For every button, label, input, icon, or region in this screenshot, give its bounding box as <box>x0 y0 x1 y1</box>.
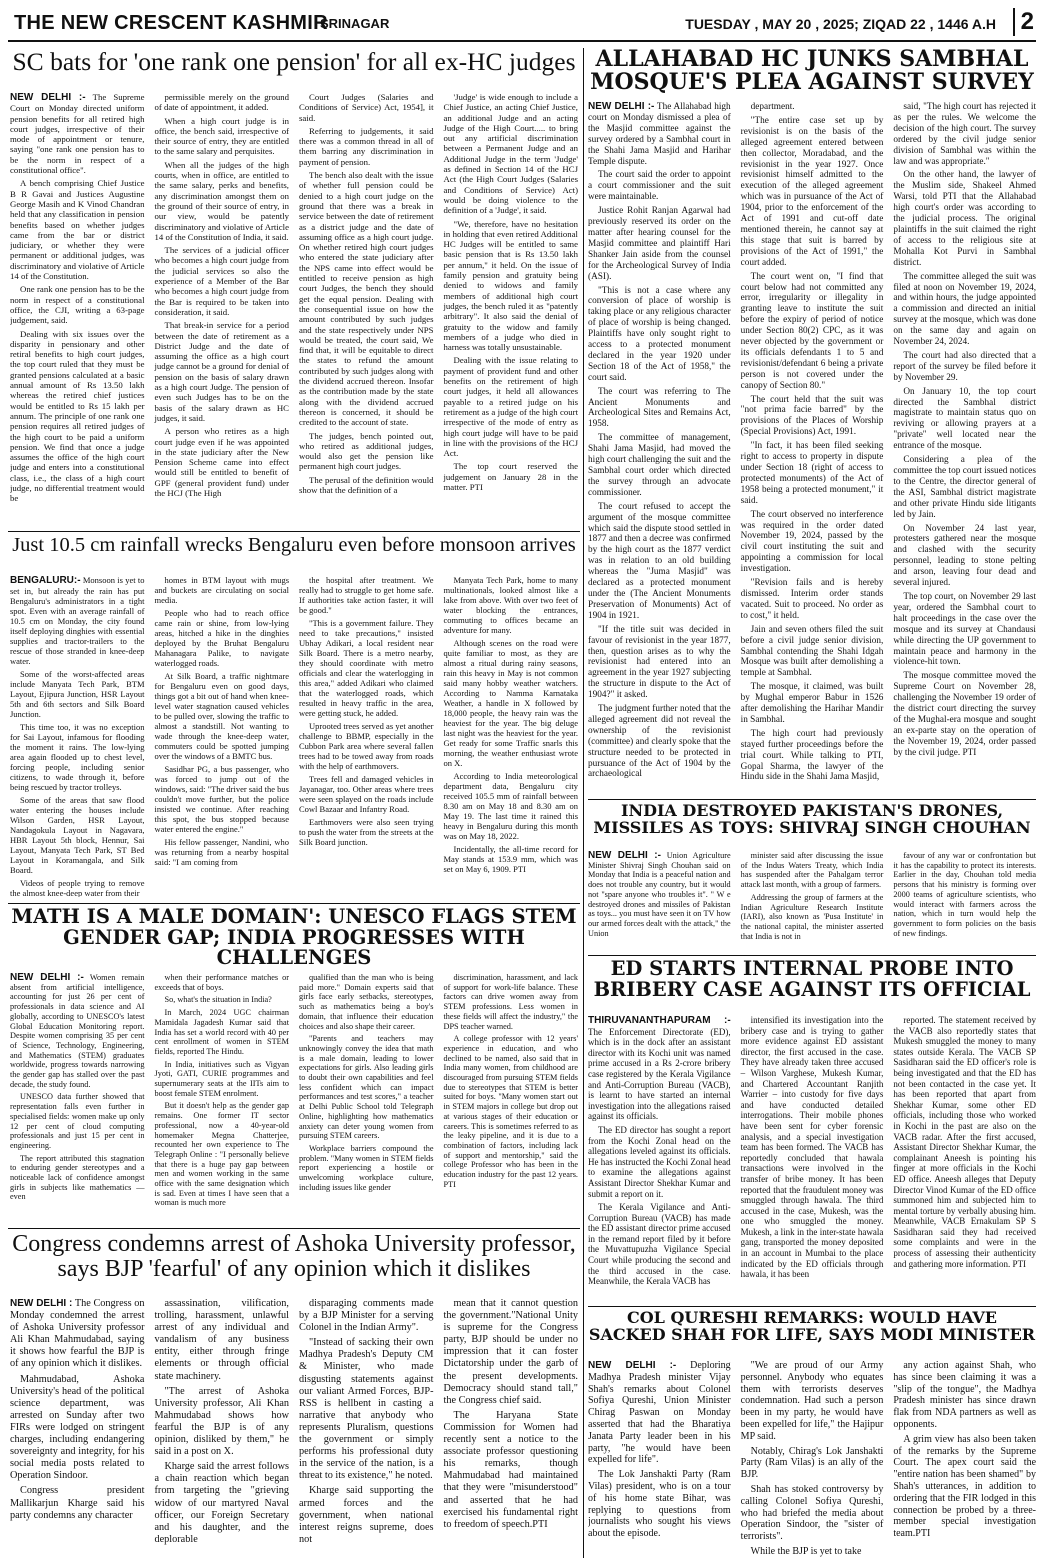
text-column <box>299 575 434 897</box>
body-paragraph: On January 10, the top court directed the Sambhal district magistrate to maintain status quo on reviving or allowing prayers at a "private" well located near the entrance of the mosque. <box>893 386 1036 452</box>
body-paragraph: homes in BTM layout with mugs and buckets are circulating on social media. <box>154 575 289 605</box>
section-divider <box>8 531 580 532</box>
headline: INDIA DESTROYED PAKISTAN'S DRONES, MISSILES AS TOYS: SHIVRAJ SINGH CHOUHAN <box>593 803 1031 837</box>
body-paragraph: "Revision fails and is hereby dismissed. Interim order stands vacated. Suit to proceed. No order as to cost," it held. <box>740 578 884 621</box>
text-column <box>155 973 290 1223</box>
body-paragraph: Manyata Tech Park, home to many multinationals, looked almost like a lake from above. With over two feet of water blocking the entrances, commuting to offices became an adventure for many. <box>443 575 578 635</box>
body-paragraph <box>10 1298 145 1371</box>
text-column <box>741 851 884 951</box>
body-paragraph: "If the title suit was decided in favour of revisionist in the year 1877, then, question arises as to why the revisionist had entered into an agreement in the year 1927 subjecting the structure in dispute to the Act of 1904?" it asked. <box>588 624 731 701</box>
body-paragraph: intensified its investigation into the bribery case and is trying to gather more evidence against ED assistant director, the first accused in the case. They have already taken three accused – Wilson Varghese, Mukesh Kumar, and Chartered Accountant Ranjith Warrier – into custody for five days and have conducted detailed interrogations. Their mobile phones have been sent for cyber forensic analysis, and a special investigation team has been formed. The VACB has reportedly concluded that hawala transactions were involved in the transfer of bribe money. It has been reported that the fraudulent money was smuggled through hawala. The third accused in the case, Mukesh, was the one who smuggled the money. Mukesh, a link in the inter-state hawala gang, transported the money deposited in an account in Mumbai to the place indicated by the ED officials through hawala, it has been <box>740 1015 884 1280</box>
body-paragraph: department. <box>750 102 795 112</box>
body-paragraph: when their performance matches or exceeds that of boys. <box>154 973 289 992</box>
headline: ED STARTS INTERNAL PROBE INTO BRIBERY CASE AGAINST ITS OFFICIAL <box>593 959 1031 1001</box>
body-paragraph: The court refused to accept the argument of the mosque committee which said the dispute stood settled in 1877 and then a decree was confirmed by the high court as the 1877 verdict was in relation to an old building whereas the "Juma Masjid" was declared as a protected monument under the (The Ancient Monuments Preservation of Monuments) Act of 1904 in 1921. <box>588 501 731 621</box>
text-column <box>444 1298 579 1556</box>
text-column <box>741 102 884 794</box>
text-column <box>588 1015 731 1301</box>
paragraph-text: The Enforcement Directorate (ED), which is in the dock after an assistant director with its Kochi unit was named prime accused in a Rs 2-crore bribery case registered by the Kerala Vigilance and Anti-Corruption Bureau (VACB), is learnt to have started an internal investigation into the allegations raised against its officials. <box>588 1026 731 1122</box>
article-columns <box>588 1360 1036 1558</box>
body-paragraph: Jain and seven others filed the suit before a civil judge senior division, Sambhal contending the Shahi Idgah Mosque was built after demolishing a temple at Sambhal. <box>740 624 884 679</box>
body-paragraph: 'Judge' is wide enough to include a Chief Justice, an acting Chief Justice, an additional Judge and an acting Judge of the High Court..... to bring out any artificial discrimination between a Permanent Judge and an Additional Judge in the term 'Judge' as defined in Section 14 of the HCJ Act (the High Court Judges (Salaries and Conditions of Service) Act) would be doing violence to the definition of a 'Judge', it said. <box>443 92 578 216</box>
body-paragraph: "The entire case set up by revisionist is on the basis of the alleged agreement entered between then collector, Moradabad, and the revisionist in the year 1927. Once revisionist himself admitted to the execution of the alleged agreement which was in pursuance of the Act of 1904, prior to the enforcement of the Act of 1991 and cut-off date mentioned therein, he cannot say at this stage that suit is barred by provisions of the Act of 1991," the court added. <box>740 115 884 268</box>
paragraph-text: The Congress on Monday condemned the arrest of Ashoka University professor Ali Khan Mahmudabad, saying it shows how fearful the BJP is of any opinion which it dislikes. <box>10 1298 145 1370</box>
headline: Just 10.5 cm rainfall wrecks Bengaluru even before monsoon arrives <box>12 535 576 556</box>
headline: COL QURESHI REMARKS: WOULD HAVE SACKED SHAH FOR LIFE, SAYS MODI MINISTER <box>588 1310 1036 1344</box>
body-paragraph: Congress president Mallikarjun Kharge said his party condemns any character <box>10 1485 145 1521</box>
body-paragraph: said, "The high court has rejected it as per the rules. We welcome the decision of the high court. The survey ordered by the civil judge senior division of Sambhal was within the law and was appropriate." <box>893 102 1036 167</box>
body-paragraph: permissible merely on the ground of date of appointment, it added. <box>154 92 289 113</box>
body-paragraph: The committee alleged the suit was filed at noon on November 19, 2024, and within hours, the judge appointed a commission and directed an initial survey at the mosque, which was done on the same day and again on November 24, 2024. <box>893 271 1036 348</box>
body-paragraph: The court observed no interference was required in the order dated November 19, 2024, passed by the civil court instituting the suit and appointing a commission for local investigation. <box>740 509 884 575</box>
article-columns <box>10 575 578 897</box>
paragraph-text: The Allahabad high court on Monday dismissed a plea of the Masjid committee against the survey ordered by a Sambhal court in the Shahi Jama Masjid and Harihar Temple dispute. <box>588 102 731 167</box>
article-columns <box>588 851 1036 951</box>
body-paragraph: Shah has stoked controversy by calling Colonel Sofiya Qureshi, who had briefed the media about Operation Sindoor, the "sister of terrorists". <box>740 1483 884 1543</box>
text-column <box>588 851 731 951</box>
body-paragraph: A college professor with 12 years' experience in education, and who declined to be named, also said that in India many women, from childhood are discouraged from pursuing STEM fields due to stereotypes that STEM is better suited for boys. "Many women start out in STEM majors in college but drop out at various stages of their education or careers. This is sometimes referred to as the leaky pipeline, and it is due to a combination of factors, including lack of support and mentorship," said the college Professor who has been in the education industry for the past 12 years. PTI <box>443 1034 578 1189</box>
body-paragraph: While the BJP is yet to take <box>750 1545 862 1557</box>
dateline: NEW DELHI :- <box>588 851 661 861</box>
dateline: NEW DELHI : <box>10 1298 73 1309</box>
body-paragraph: When all the judges of the high courts, when in office, are entitled to the same salary, perks and benefits, any discrimination amongst them on the ground of their source of entry, in our view, would be patently discriminatory and violative of Article 14 of the Constitution of India, it said. <box>154 159 289 242</box>
body-paragraph: "This is not a case where any conversion of place of worship is taking place or any religious character of place of worship is being changed. Plaintiffs have only sought right to access to a protected monument declared in the year 1920 under Section 18 of the Act of 1958," the court said. <box>588 285 731 383</box>
article-columns <box>10 1298 578 1556</box>
body-paragraph <box>10 92 145 175</box>
body-paragraph: The services of a judicial officer who becomes a high court judge from the judicial services so also the experience of a Member of the Bar who becomes a high court judge from the Bar is required to be taken into consideration, it said. <box>154 245 289 317</box>
text-column <box>444 92 579 526</box>
body-paragraph: Trees fell and damaged vehicles in Jayanagar, too. Other areas where trees were seen splayed on the roads include Cowl Bazaar and Infantry Road. <box>299 774 434 814</box>
body-paragraph <box>10 575 145 666</box>
edition-city: SRINAGAR <box>320 16 390 31</box>
body-paragraph: Workplace barriers compound the problem. "Many women in STEM fields report experiencing a hostile or unwelcoming workplace culture, including issues like gender <box>299 1143 434 1192</box>
newspaper-name: THE NEW CRESCENT KASHMIR <box>14 12 328 34</box>
body-paragraph: The perusal of the definition would show that the definition of a <box>299 474 434 495</box>
body-paragraph: "We, therefore, have no hesitation in holding that even retired Additional HC Judges will be entitled to same basic pension that is Rs 13.50 lakh per annum," it held. On the issue of family pension and gratuity being denied to widows and family members of additional high court judges, the bench ruled it as "patently arbitrary". It also said the denial of gratuity to the widow and family members of a judge who died in harness was totally unsustainable. <box>443 218 578 353</box>
body-paragraph: The top court, on November 29 last year, ordered the Sambhal court to halt proceedings in the case over the mosque and its survey at Chandausi while directing the UP government to maintain peace and harmony in the violence-hit town. <box>893 591 1036 668</box>
body-paragraph: So, what's the situation in India? <box>164 995 272 1005</box>
body-paragraph: minister said after discussing the issue of the Indus Waters Treaty, which India has suspended after the Pahalgam terror attack last month, with a group of farmers. <box>740 851 884 890</box>
body-paragraph: Notably, Chirag's Lok Janshakti Party (Ram Vilas) is an ally of the BJP. <box>740 1445 884 1481</box>
body-paragraph: People who had to reach office came rain or shine, from low-lying areas, hitched a hike in the dinghies deployed by the Bruhat Bengaluru Mahanagara Palike, to navigate waterlogged roads. <box>154 608 289 668</box>
text-column <box>444 973 579 1223</box>
body-paragraph: assassination, vilification, trolling, harassment, unlawful arrest of any individual and vandalism of any business entity, either through fringe elements or through official state machinery. <box>154 1298 289 1382</box>
body-paragraph: That break-in service for a period between the date of retirement as a District Judge and the date of assuming the office as a high court judge cannot be a ground for denial of pension on the basis of salary drawn as a high court Judge. The pension of even such Judges has to be on the basis of the salary drawn as HC judges, it said. <box>154 320 289 423</box>
body-paragraph: "In fact, it has been filed seeking right to access to property in dispute under Section 18 (right of access to protected monuments) of the Act of 1958 being a protected monument," it said. <box>740 441 884 506</box>
section-divider <box>588 955 1036 956</box>
body-paragraph: Dealing with six issues over the disparity in pensionary and other retiral benefits to high court judges, the top court ruled that they must be granted pensions calculated at a basic annual amount of Rs 13.50 lakh whereas the retired chief justices would be entitled to Rs 15 lakh per annum. The principle of one rank one pension requires all retired judges of the high court to be paid a uniform pension. We find that once a judge assumes the office of the high court judge and enters into a constitutional class, i.e., the class of a high court judge, no differential treatment would be <box>10 328 145 504</box>
text-column <box>741 1360 884 1558</box>
dateline: NEW DELHI :- <box>10 973 84 983</box>
issue-date: TUESDAY , MAY 20 , 2025; ZIQAD 22 , 1446 A.H <box>685 16 996 32</box>
paragraph-text: Deploring Madhya Pradesh minister Vijay Shah's remarks about Colonel Sofiya Qureshi, Union Minister Chirag Paswan on Monday asserted that had the Bharatiya Janata Party leader been in his party, "he would have been expelled for life". <box>588 1360 731 1466</box>
article-columns <box>10 92 578 526</box>
body-paragraph: Earthmovers were also seen trying to push the water from the streets at the Silk Board junction. <box>299 817 434 847</box>
headline: Congress condemns arrest of Ashoka University professor, says BJP 'fearful' of any opinion which it dislikes <box>12 1232 576 1283</box>
article-sambhal-mosque <box>588 48 1036 796</box>
body-paragraph: "The arrest of Ashoka University professor, Ali Khan Mahmudabad shows how fearful the BJP is of any opinion, disliked by them," he said in a post on X. <box>154 1385 289 1458</box>
text-column <box>444 575 579 897</box>
text-column <box>155 1298 290 1556</box>
body-paragraph: The mosque, it claimed, was built by Mughal emperor Babur in 1526 after demolishing the Harihar Mandir in Sambhal. <box>740 682 884 725</box>
body-paragraph: reported. The statement received by the VACB also reportedly states that Mukesh smuggled the money to many states outside Kerala. The VACB SP Sasidharan said the ED officer's role is being investigated and that the ED has not been contacted in the case yet. It has been reported that apart from Shekhar Kumar, some other ED officials, including those who worked in Kochi in the past are also on the VACB radar. After the first accused, Assistant Director Shekhar Kumar, the complainant Aneesh is pointing his finger at more officials in the Kochi ED office. Aneesh alleges that Deputy Director Vinod Kumar of the ED office summoned him and subjected him to mental torture by verbally abusing him. Meanwhile, VACB Ernakulam SP S Sasidharan said they had received some complaints and were in the process of assessing their authenticity and gathering more information. PTI <box>893 1015 1036 1269</box>
body-paragraph: The Kerala Vigilance and Anti-Corruption Bureau (VACB) has made the ED assistant director prime accused in the remand report filed by it before the Muvattupuzha Vigilance Special Court while producing the second and the third accused in the case. Meanwhile, the Kerala VACB has <box>588 1202 731 1287</box>
body-paragraph: But it doesn't help as the gender gap remains. One former IT sector professional, now a 40-year-old homemaker Megna Chatterjee, recounted her own experience to The Telegraph Online : "I personally believe that there is a huge pay gap between men and women working in the same office with the same designation which is sad. Even at times I have seen that a woman is much more <box>154 1101 289 1208</box>
body-paragraph: Considering a plea of the committee the top court issued notices to the Centre, the director general of the ASI, Sambhal district magistrate and other private Hindu side litigants led by Jain. <box>893 455 1036 520</box>
text-column <box>741 1015 884 1301</box>
body-paragraph: Dealing with the issue relating to payment of provident fund and other benefits on the retirement of high court judges, it held all allowances payable to a retired judge on his retirement as a judge of the high court irrespective of the mode of entry as high court judge will have to be paid in line with the provisions of the HCJ Act. <box>443 355 578 459</box>
text-column <box>893 1360 1036 1558</box>
article-columns <box>10 973 578 1223</box>
masthead <box>8 6 1036 42</box>
body-paragraph: In India, initiatives such as Vigyan Jyoti, GATI, CURIE programmes and supernumerary seats at the IITs aim to boost female STEM enrolment. <box>154 1059 289 1098</box>
page-number: 2 <box>1013 8 1034 36</box>
body-paragraph: Mahmudabad, Ashoka University's head of the political science department, was arrested on Sunday after two FIRs were lodged on stringent charges, including endangering sovereignty and integrity, for his social media posts related to Operation Sindoor. <box>10 1373 145 1482</box>
text-column <box>10 973 145 1223</box>
article-sc-pension <box>10 48 578 528</box>
body-paragraph: favour of any war or confrontation but it has the capability to protect its interests. Earlier in the day, Chouhan told media persons that his ministry is forming over 2000 teams of agriculture scientists, who would interact with farmers across the nation, which in turn would help the government to form policies on the basis of new findings. <box>893 851 1036 938</box>
text-column <box>155 92 290 526</box>
section-divider <box>588 1306 1036 1307</box>
body-paragraph: The court held that the suit was "not prima facie barred" by the provisions of the Places of Worship (Special Provisions) Act, 1991. <box>740 394 884 438</box>
article-stem-gender-gap <box>10 907 578 1225</box>
dateline: BENGALURU:- <box>10 575 81 586</box>
dateline: NEW DELHI :- <box>10 92 86 103</box>
text-column <box>155 575 290 897</box>
body-paragraph: The bench also dealt with the issue of whether full pension could be denied to a high court judge on the ground that there was a break in service between the date of retirement as a district judge and the date of assuming office as a high court judge. On whether retired high court judges who entered the state judiciary after the NPS came into effect would be entitled to receive pension as high court Judges, the bench they should get the equal pension. Dealing with the consequential issue on how the amount contributed by such judges and the state respectively under NPS would be treated, the court said, We find that, it will be equitable to direct the states to refund the amount contributed by such judges along with the dividend accrued thereon. Insofar as the contribution made by the state along with the dividend accrued thereon is concerned, it should be credited to the account of state. <box>299 170 434 428</box>
body-paragraph: "We are proud of our Army personnel. Anybody who equates them with terrorists deserves condemnation. Had such a person been in my party, he would have been expelled for life," the Hajipur MP said. <box>740 1360 884 1442</box>
headline: ALLAHABAD HC JUNKS SAMBHAL MOSQUE'S PLEA AGAINST SURVEY <box>590 48 1034 96</box>
body-paragraph: Uprooted trees served as yet another challenge to BBMP, especially in the Cubbon Park area where several fallen trees had to be towed away from roads with the help of earthmovers. <box>299 721 434 771</box>
body-paragraph: The high court had previously stayed further proceedings before the trial court. While talking to PTI, Gopal Sharma, the lawyer of the Hindu side in the Shahi Jama Masjid, <box>740 728 884 783</box>
body-paragraph: A person who retires as a high court judge even if he was appointed in the state judiciary after the New Pension Scheme came into effect would still be entitled to benefit of GPF (general provident fund) under the HCJ (The High <box>154 426 289 498</box>
text-column <box>893 851 1036 951</box>
dateline: NEW DELHI :- <box>588 1360 677 1371</box>
body-paragraph: Justice Rohit Ranjan Agarwal had previously reserved its order on the matter after hearing counsel for the Masjid committee and plaintiff Hari Shanker Jain aside from the counsel for the Archeological Survey of India (ASI). <box>588 206 731 282</box>
text-column <box>10 1298 145 1556</box>
article-columns <box>588 102 1036 794</box>
body-paragraph: A bench comprising Chief Justice B R Gavai and Justices Augustine George Masih and K Vinod Chandran held that any classification in pension benefits based on whether judges came from the bar or district judiciary, or whether they were permanent or additional judges, was discriminatory and violative of Article 14 of the Constitution. <box>10 178 145 282</box>
body-paragraph: Addressing the group of farmers at the Indian Agriculture Research Institute (IARI), also known as 'Pusa Institute' in the national capital, the minister asserted that India is not in <box>740 892 884 941</box>
section-divider <box>8 1228 580 1229</box>
text-column <box>10 92 145 526</box>
body-paragraph: According to India meteorological department data, Bengaluru city received 105.5 mm of rainfall between 8.30 am on May 18 and 8.30 am on May 19. The last time it rained this heavy in Bengaluru during this month was on May 18, 2022. <box>443 771 578 841</box>
article-columns <box>588 1015 1036 1301</box>
body-paragraph: The mosque committee moved the Supreme Court on November 28, challenging the November 19 order of the district court directing the survey of the Mughal-era mosque and sought an ex-parte stay on the operation of the November 19, 2024, order passed by the civil judge. PTI <box>893 671 1036 758</box>
dateline: NEW DELHI :- <box>588 102 655 112</box>
body-paragraph: The committee of management, Shahi Jama Masjid, had moved the high court challenging the suit and the Sambhal court order which directed the survey through an advocate commissioner. <box>588 433 731 498</box>
article-india-drones <box>588 803 1036 953</box>
article-ed-bribery-probe <box>588 959 1036 1303</box>
body-paragraph: At Silk Board, a traffic nightmare for Bengaluru even on good days, things got a bit out of hand when knee-level water stagnation caused vehicles to be pulled over, slowing the traffic to almost a standstill. Not wanting to wade through the knee-deep water, commuters could be spotted jumping over the windows of a BMTC bus. <box>154 671 289 761</box>
body-paragraph: The report attributed this stagnation to enduring gender stereotypes and a noticeable lack of confidence amongst girls in subjects like mathematics — even <box>10 1153 145 1202</box>
body-paragraph: mean that it cannot question the government."National Unity is supreme for the Congress party, BJP should be under no impression that it can foster Dictatorship under the garb of the present developments. Democracy should stand tall," the Congress chief said. <box>443 1298 578 1406</box>
body-paragraph: A grim view has also been taken of the remarks by the Supreme Court. The apex court said the "entire nation has been shamed" by Shah's utterances, in addition to ordering that the FIR lodged in this connection be probed by a three-member special investigation team.PTI <box>893 1433 1036 1540</box>
body-paragraph <box>588 851 731 938</box>
body-paragraph: Some of the worst-affected areas include Manyata Tech Park, BTM Layout, Ejipura Junction, HSR Layout 5th and 6th sectors and Silk Board Junction. <box>10 669 145 719</box>
body-paragraph: When a high court judge is in office, the bench said, irrespective of their source of entry, they are entitled to the same salary and perquisites. <box>154 115 289 157</box>
article-bengaluru-rain <box>10 535 578 899</box>
body-paragraph: The Lok Janshakti Party (Ram Vilas) president, who is on a tour of his home state Bihar, was replying to questions from journalists who sought his views about the episode. <box>588 1469 731 1540</box>
body-paragraph: UNESCO data further showed that representation falls even further in specialised fields: women make up only 12 per cent of cloud computing professionals and just 15 per cent in engineering. <box>10 1092 145 1150</box>
body-paragraph <box>10 973 145 1089</box>
body-paragraph: Referring to judgements, it said there was a common thread in all of them barring any discrimination in payment of pension. <box>299 125 434 167</box>
body-paragraph: Incidentally, the all-time record for May stands at 153.9 mm, which was set on May 6, 1909. PTI <box>443 844 578 874</box>
text-column <box>588 1360 731 1558</box>
body-paragraph: Although scenes on the road were quite familiar to most, as they are almost a ritual during rainy seasons, rain this heavy in May is not common said many hobby weather watchers. According to Namma Karnataka Weather, a handle in X followed by 18,000 people, the heavy rain was the heaviest for the year. The big deluge last night was the heaviest for the year. Get ready for some Traffic snarls this morning, the weather enthusiast wrote on X. <box>443 638 578 768</box>
body-paragraph: The court had also directed that a report of the survey be filed before it by November 29. <box>893 350 1036 383</box>
section-divider <box>8 903 580 904</box>
body-paragraph: the hospital after treatment. We really had to struggle to get home safe. If authorities take action faster, it will be good." <box>299 575 434 615</box>
body-paragraph: This time too, it was no exception for Sai Layout, infamous for flooding the moment it rains. The low-lying area again flooded up to chest level, forcing people, including senior citizens, to wade through it, before being rescued by tractor trolleys. <box>10 722 145 792</box>
text-column <box>299 92 434 526</box>
section-divider <box>588 799 1036 800</box>
text-column <box>299 1298 434 1556</box>
body-paragraph: "Instead of sacking their own Madhya Pradesh's Deputy CM & Minister, who made disgusting statements against our valiant Armed Forces, BJP-RSS is hellbent in casting a narrative that anybody who represents Pluralism, questions the government or simply performs his professional duty in the service of the nation, is a threat to its existence," he noted. <box>299 1337 434 1482</box>
body-paragraph: Sasidhar PG, a bus passenger, who was forced to jump out of the windows, said: "The driver said the bus couldn't move further, but the police insisted we continue. After reaching this spot, the bus stopped because water entered the engine." <box>154 764 289 834</box>
body-paragraph: His fellow passenger, Nandini, who was returning from a nearby hospital said: "I am coming from <box>154 837 289 867</box>
paragraph-text: The Supreme Court on Monday directed uniform pension benefits for all retired high court judges, irrespective of their mode of appointment or tenure, saying "one rank one pension has to be the norm in respect of a constitutional office". <box>10 92 145 176</box>
paragraph-text: Women remain absent from artificial intelligence, accounting for just 26 per cent of professionals in data science and AI globally, according to UNESCO's latest Global Education Monitoring report. Despite women comprising 35 per cent of Science, Technology, Engineering, and Mathematics (STEM) graduates worldwide, progress towards narrowing the gender gap has stalled over the past decade, the study found. <box>10 973 145 1089</box>
body-paragraph: In March, 2024 UGC chairman Mamidala Jagadesh Kumar said that India has set a world record with 40 per cent enrollment of women in STEM fields, reported The Hindu. <box>154 1008 289 1056</box>
body-paragraph: any action against Shah, who has since been claiming it was a "slip of the tongue", the Madhya Pradesh minister has since drawn flak from NDA partners as well as opponents. <box>893 1360 1036 1430</box>
body-paragraph: The Haryana State Commission for Women had recently sent a notice to the associate professor questioning his remarks, though Mahmudabad had maintained that they were "misunderstood" and asserted that he had exercised his fundamental right to freedom of speech.PTI <box>443 1409 578 1530</box>
text-column <box>299 973 434 1223</box>
body-paragraph: discrimination, harassment, and lack of support for work-life balance. These factors can drive women away from STEM professions. Less women in these fields will affect the industry," the DPS teacher warned. <box>443 973 578 1031</box>
body-paragraph: The judges, bench pointed out, who retired as additional judges, would also get the pension like permanent high court judges. <box>299 430 434 472</box>
body-paragraph <box>588 102 731 167</box>
vertical-divider <box>583 48 584 1558</box>
body-paragraph: The judgment further noted that the alleged agreement did not reveal the ownership of the revisionist (committee) and clearly spoke that the structure needed to be protected in pursuance of the Act of 1904 by the archaeological <box>588 704 731 780</box>
body-paragraph: One rank one pension has to be the norm in respect of a constitutional office, the CJI, writing a 63-page judgement, said. <box>10 284 145 326</box>
body-paragraph: "Parents and teachers may unknowingly convey the idea that math is a male domain, leading to lower expectations for girls. Also leading girls to doubt their own capabilities and feel less confident which can impact performances and test scores," a teacher at Delhi Public School told Telegraph Online, highlighting how mathematics anxiety can deter young women from pursuing STEM careers. <box>299 1034 434 1141</box>
body-paragraph: Kharge said the arrest follows a chain reaction which began from targeting the "grieving widow of our martyred Naval officer, our Foreign Secretary and his daughter, and the deplorable <box>154 1461 289 1545</box>
body-paragraph: The court was referring to The Ancient Monuments and Archeological Sites and Remains Act, 1958. <box>588 386 731 430</box>
headline: MATH IS A MALE DOMAIN': UNESCO FLAGS STEM GENDER GAP; INDIA PROGRESSES WITH CHALLENGES <box>11 907 577 969</box>
text-column <box>10 575 145 897</box>
text-column <box>588 102 731 794</box>
body-paragraph: The top court reserved the judgement on January 28 in the matter. PTI <box>443 461 578 492</box>
body-paragraph: "This is a government failure. They need to take precautions," insisted Ubhay Adikari, a local resident near Silk Board. There is a metro nearby, they should coordinate with metro officials and clear the waterlogging in this area," added Adikari who claimed that the waterlogged roads, which resulted in heavy traffic in the area, were getting stuck, he added. <box>299 618 434 718</box>
body-paragraph: Court Judges (Salaries and Conditions of Service) Act, 1954], it said. <box>299 92 434 123</box>
dateline: THIRUVANANTHAPURAM :- <box>588 1015 731 1026</box>
body-paragraph <box>588 1015 731 1122</box>
article-congress-arrest <box>10 1232 578 1558</box>
body-paragraph: The court went on, "I find that court below had not committed any error, irregularity or illegality in granting leave to institute the suit before the expiry of period of notice under Section 80(2) CPC, as it was never objected by the government or its officials defendants 1 to 5 and revisionist/defendant 6 being a private person is not covered under the canopy of Section 80." <box>740 271 884 391</box>
body-paragraph: Videos of people trying to remove the almost knee-deep water from their <box>10 878 145 897</box>
body-paragraph: On the other hand, the lawyer of the Muslim side, Shakeel Ahmed Warsi, told PTI that the Allahabad high court's order was according to the judicial process. The original plaintiffs in the suit claimed the right of access to the religious site at Mohalla Kot Purvi in Sambhal district. <box>893 170 1036 268</box>
article-qureshi-remarks <box>588 1310 1036 1560</box>
body-paragraph <box>588 1360 731 1466</box>
paragraph-text: Monsoon is yet to set in, but already the rain has put Bengaluru's administrators in a tight spot. Even with an average rainfall of 10.5 cm on Monday, the city found itself deploying dinghies with essential supplies and tractor-trailers to the rescue of those stranded in knee-deep water. <box>10 575 145 666</box>
body-paragraph: Some of the areas that saw flood water entering the houses include Wilson Garden, HSR Layout, Nandagokula Layout in Nagavara, HBR Layout 5th block, Hennur, Sai Layout, Manyata Tech Park, ST Bed Layout in Koramangala, and Silk Board. <box>10 795 145 875</box>
paragraph-text: Union Agriculture Minister Shivraj Singh Chouhan said on Monday that India is a peaceful nation and does not trouble any country, but it would not "spare anyone who troubles it". " W e destroyed drones and missiles of Pakistan as toys... you must have seen it on TV how our armed forces dealt with the attack," the Union <box>588 851 731 938</box>
body-paragraph: The court said the order to appoint a court commissioner and the suit were maintainable. <box>588 170 731 203</box>
body-paragraph: Kharge said supporting the armed forces and the government, when national interest reigns supreme, does not <box>299 1485 434 1545</box>
text-column <box>893 102 1036 794</box>
body-paragraph: qualified than the man who is being paid more." Domain experts said that girls face early setbacks, stereotypes, such as mathematics being a boy's domain, that influence their education choices and also shape their career. <box>299 973 434 1031</box>
body-paragraph: The ED director has sought a report from the Kochi Zonal head on the allegations leveled against its officials. He has instructed the Kochi Zonal head to examine the allegations against Assistant Director Shekhar Kumar and submit a report on it. <box>588 1124 731 1199</box>
body-paragraph: On November 24 last year, protesters gathered near the mosque and clashed with the security personnel, leading to stone pelting and arson, leaving four dead and several injured. <box>893 523 1036 589</box>
headline: SC bats for 'one rank one pension' for all ex-HC judges <box>12 48 576 76</box>
body-paragraph: disparaging comments made by a BJP Minister for a serving Colonel in the Indian Army". <box>299 1298 434 1334</box>
text-column <box>893 1015 1036 1301</box>
